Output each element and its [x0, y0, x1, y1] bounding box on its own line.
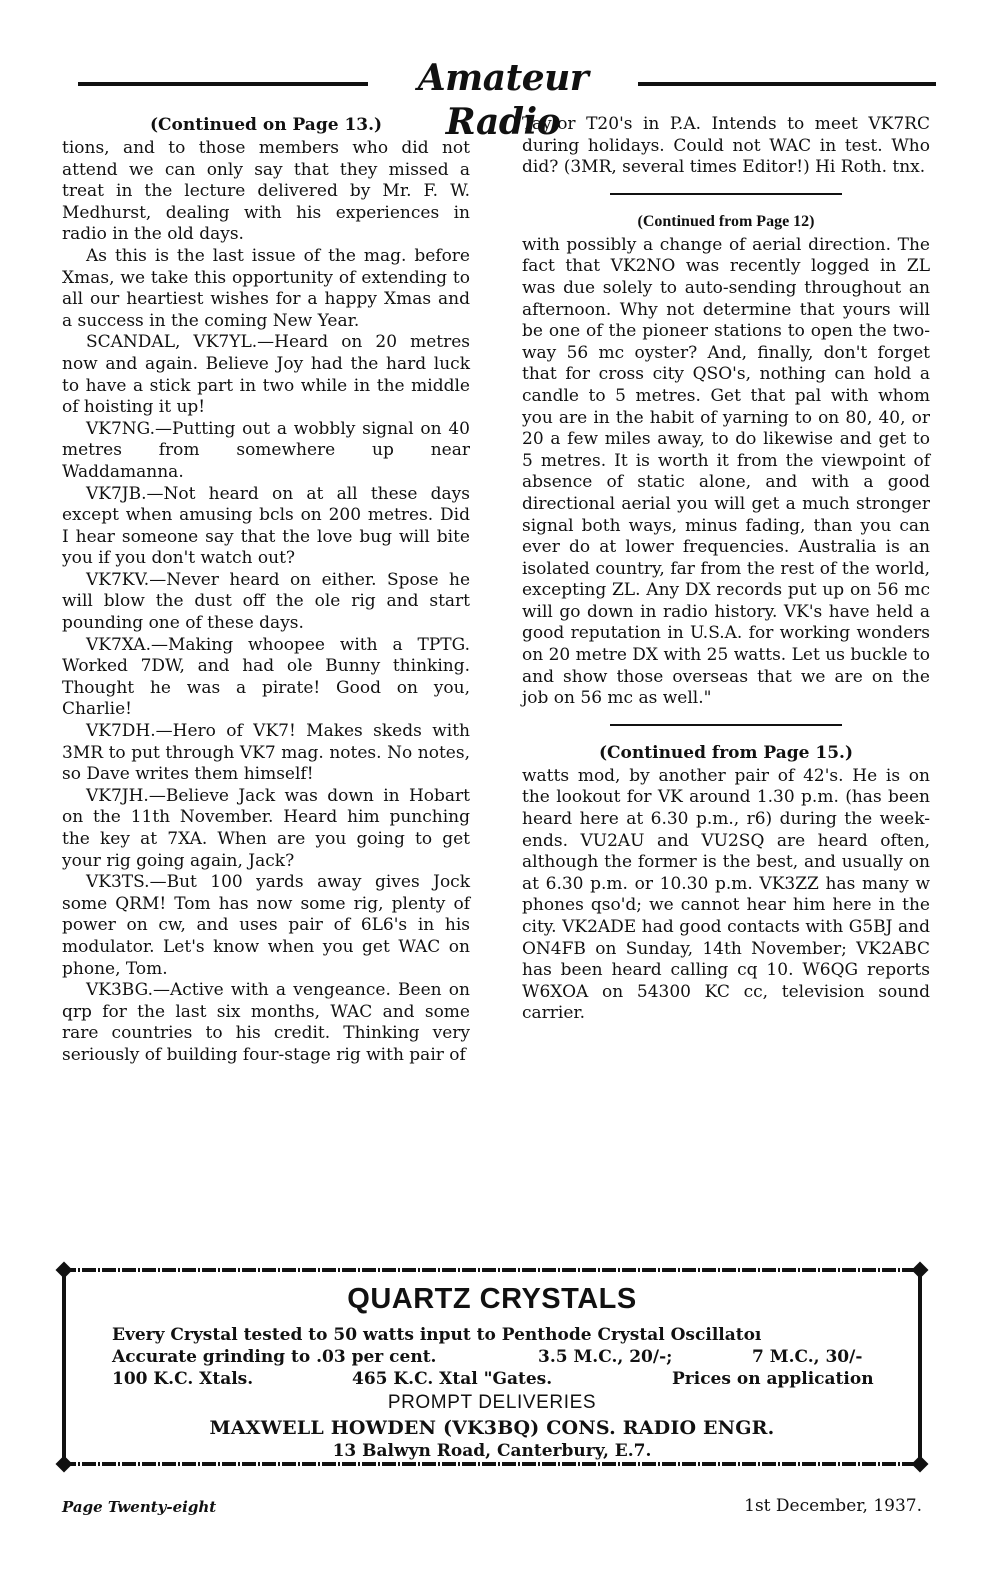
- article-paragraph: VK3TS.—But 100 yards away gives Jock some QRM! Tom has now some rig, plenty of power on cw, and uses pair of 6L6's in his modulator. Let's know when you get WAC on phone, Tom.: [62, 872, 470, 979]
- article-paragraph: SCANDAL, VK7YL.—Heard on 20 metres now and again. Believe Joy had the hard luck to have a stick part in two while in the middle of hoisting it up!: [62, 332, 470, 418]
- article-paragraph: VK7KV.—Never heard on either. Spose he will blow the dust off the ole rig and start pounding one of these days.: [62, 569, 470, 634]
- article-paragraph: VK7NG.—Putting out a wobbly signal on 40 metres from somewhere up near Waddamanna.: [62, 418, 470, 482]
- continued-from-page-15: (Continued from Page 15.): [598, 742, 854, 763]
- advert-465kc: 465 K.C. Xtal "Gates.: [352, 1369, 553, 1389]
- section-divider: [610, 724, 842, 726]
- advert-title: QUARTZ CRYSTALS: [347, 1283, 637, 1315]
- masthead-rule-right: [638, 82, 936, 86]
- issue-date: 1st December, 1937.: [744, 1496, 922, 1516]
- masthead-rule-left: [78, 82, 368, 86]
- advert-line-1: Every Crystal tested to 50 watts input to Penthode Crystal Oscillatoı: [112, 1325, 762, 1345]
- article-paragraph: VK7JH.—Believe Jack was down in Hobart on the 11th November. Heard him punching the key at 7XA. When are you going to get your rig going again, Jack?: [62, 785, 470, 871]
- continued-from-page-12: (Continued from Page 12): [637, 212, 815, 230]
- article-paragraph: VK7DH.—Hero of VK7! Makes skeds with 3MR to put through VK7 mag. notes. No notes, so Dave writes them himself!: [62, 721, 470, 785]
- masthead-title: Amateur Radio: [417, 57, 589, 143]
- left-column: [62, 114, 470, 1067]
- article-paragraph: VK7JB.—Not heard on at all these days except when amusing bcls on 200 metres. Did I hear someone say that the love bug will bite you if you don't watch out?: [62, 483, 470, 569]
- diamond-ornament-icon: [912, 1262, 929, 1279]
- article-paragraph: with possibly a change of aerial direction. The fact that VK2NO was recently logged in ZL was due solely to auto-sending throughout an afternoon. Why not determine that yours will be one of the pioneer stations to open the two-way 56 mc oyster? And, finally, don't forget that for cross city QSO's, nothing can hold a candle to 5 metres. Get that pal with whom you are in the habit of yarning to on 80, 40, or 20 a few miles away, to do likewise and get to 5 metres. It is worth it from the viewpoint of absence of static alone, and with a good directional aerial you will get a much stronger signal both ways, minus fading, than you can ever do at lower frequencies. Australia is an isolated country, far from the rest of the world, excepting ZL. Any DX records put up on 56 mc will go down in radio history. VK's have held a good reputation in U.S.A. for working wonders on 20 metre DX with 25 watts. Let us buckle to and show those overseas that we are on the job on 56 mc as well.": [522, 234, 930, 709]
- section-divider: [610, 193, 842, 195]
- article-paragraph: VK7XA.—Making whoopee with a TPTG. Worked 7DW, and had ole Bunny thinking. Thought he was a pirate! Good on you, Charlie!: [62, 634, 470, 720]
- advert-business-name: MAXWELL HOWDEN (VK3BQ) CONS. RADIO ENGR.: [209, 1417, 775, 1439]
- article-paragraph: VK3BG.—Active with a vengeance. Been on qrp for the last six months, WAC and some rare countries to his credit. Thinking very seriously of building four-stage rig with pair of: [62, 980, 470, 1065]
- article-paragraph: Taylor T20's in P.A. Intends to meet VK7RC during holidays. Could not WAC in test. Who did? (3MR, several times Editor!) Hi Roth. tnx.: [522, 114, 930, 178]
- advert-price-3-5mc: 3.5 M.C., 20/-;: [538, 1347, 673, 1367]
- article-paragraph: As this is the last issue of the mag. before Xmas, we take this opportunity of extending to all our heartiest wishes for a happy Xmas and a success in the coming New Year.: [62, 245, 470, 331]
- continued-on-page-13: (Continued on Page 13.): [149, 115, 383, 135]
- page-number: Page Twenty-eight: [62, 1498, 217, 1516]
- advert-prompt-deliveries: PROMPT DELIVERIES: [387, 1392, 597, 1413]
- article-paragraph: tions, and to those members who did not attend we can only say that they missed a treat in the lecture delivered by Mr. F. W. Medhurst, dealing with his experiences in radio in the old days.: [62, 138, 470, 245]
- article-paragraph: watts mod, by another pair of 42's. He is on the lookout for VK around 1.30 p.m. (has been heard here at 6.30 p.m., r6) during the week-ends. VU2AU and VU2SQ are heard often, although the former is the best, and usually on at 6.30 p.m. or 10.30 p.m. VK3ZZ has many w phones qso'd; we cannot hear him here in the city. VK2ADE had good contacts with G5BJ and ON4FB on Sunday, 14th November; VK2ABC has been heard calling cq 10. W6QG reports W6XOA on 54300 KC cc, television sound carrier.: [522, 765, 930, 1024]
- advert-prices: Prices on application: [672, 1369, 874, 1389]
- advert-100kc: 100 K.C. Xtals.: [112, 1369, 254, 1389]
- advert-border-bottom: [62, 1462, 922, 1466]
- advert-address: 13 Balwyn Road, Canterbury, E.7.: [332, 1441, 652, 1461]
- right-column: [522, 114, 930, 1025]
- diamond-ornament-icon: [56, 1262, 73, 1279]
- quartz-crystals-advert: [62, 1262, 922, 1476]
- advert-grinding: Accurate grinding to .03 per cent.: [112, 1347, 437, 1367]
- advert-border-top: [62, 1268, 922, 1272]
- advert-price-7mc: 7 M.C., 30/-: [752, 1347, 863, 1367]
